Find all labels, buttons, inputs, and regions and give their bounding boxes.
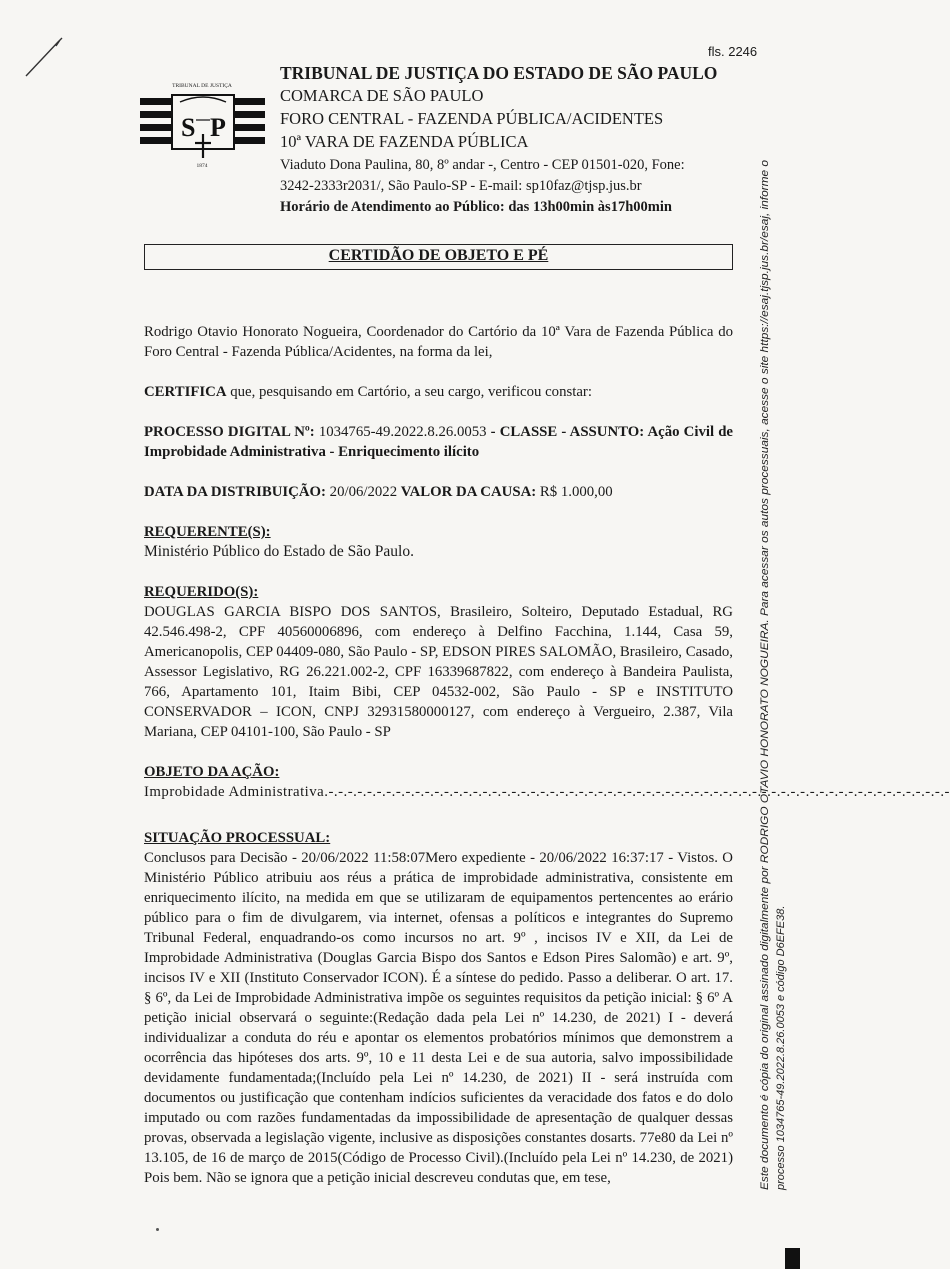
distribuicao-paragraph xyxy=(144,482,733,502)
distribuicao-date: 20/06/2022 xyxy=(325,484,401,500)
scan-speck xyxy=(156,1228,159,1231)
comarca: COMARCA DE SÃO PAULO xyxy=(280,86,484,105)
processo-label: PROCESSO DIGITAL Nº: xyxy=(144,424,315,440)
title-box xyxy=(144,244,733,270)
processo-paragraph xyxy=(144,422,733,462)
address-line-2: 3242-2333r2031/, São Paulo-SP - E-mail: sp10faz@tjsp.jus.br xyxy=(280,178,642,194)
requerido-text: DOUGLAS GARCIA BISPO DOS SANTOS, Brasileiro, Solteiro, Deputado Estadual, RG 42.546.498-2, CPF 40560006896, com endereço à Delfino Facchina, 1.144, Casa 59, Americanopolis, CEP 04409-080, São Paulo - SP, EDSON PIRES SALOMÃO, Brasileiro, Casado, Assessor Legislativo, RG 26.221.002-2, CPF 16339687822, com endereço à Bandeira Paulista, 766, Apartamento 101, Itaim Bibi, CEP 04532-002, São Paulo - SP e INSTITUTO CONSERVADOR – ICON, CNPJ 32931580000127, com endereço à Vergueiro, 2.387, Vila Mariana, CEP 04101-100, São Paulo - SP xyxy=(144,604,733,740)
logo-letter-s: S xyxy=(181,113,196,142)
page-reference: fls. 2246 xyxy=(708,44,758,59)
processo-number: 1034765-49.2022.8.26.0053 xyxy=(314,424,491,440)
certifica-label: CERTIFICA xyxy=(144,384,227,400)
side-note-line-2: processo 1034765-49.2022.8.26.0053 e código D6EFE38. xyxy=(775,905,787,1190)
distribuicao-label: DATA DA DISTRIBUIÇÃO: xyxy=(144,484,326,500)
processo-classe: - CLASSE - ASSUNTO: Ação Civil de Improbidade Administrativa - Enriquecimento ilícito xyxy=(144,424,733,460)
scan-corner-mark xyxy=(785,1248,800,1269)
digital-signature-note xyxy=(752,150,810,1200)
pen-mark xyxy=(18,32,68,82)
certifica-text: que, pesquisando em Cartório, a seu cargo, verificou constar: xyxy=(226,384,592,400)
valor-value: R$ 1.000,00 xyxy=(536,484,613,500)
foro: FORO CENTRAL - FAZENDA PÚBLICA/ACIDENTES xyxy=(280,109,664,128)
requerente-heading: REQUERENTE(S): xyxy=(144,524,271,540)
situacao-text: Conclusos para Decisão - 20/06/2022 11:58:07Mero expediente - 20/06/2022 16:37:17 - Vistos. O Ministério Público atribuiu aos réus a prática de improbidade administrativa, consistente em enriquecimento ilícito, na medida em que se utilizaram de equipamentos pertencentes ao erário público para o fim de divulgarem, via internet, ofensas a políticos e integrantes do Supremo Tribunal Federal, enquadrando-os como incursos no art. 9º , incisos IV e XII, da Lei de Improbidade Administrativa (Douglas Garcia Bispo dos Santos e Edson Pires Salomão) e art. 9º, incisos IV e XII (Instituto Conservador ICON). É a síntese do pedido. Passo a deliberar. O art. 17. § 6º, da Lei de Improbidade Administrativa impõe os seguintes requisitos da petição inicial: § 6º A petição inicial observará o seguinte:(Redação dada pela Lei nº 14.230, de 2021) I - deverá individualizar a conduta do réu e apontar os elementos probatórios mínimos que demonstrem a ocorrência das hipóteses dos arts. 9º, 10 e 11 desta Lei e de sua autoria, salvo impossibilidade devidamente fundamentada;(Incluído pela Lei nº 14.230, de 2021) II - será instruída com documentos ou justificação que contenham indícios suficientes da veracidade dos fatos e do dolo imputado ou com razões fundamentadas da impossibilidade de apresentação de qualquer dessas provas, observada a legislação vigente, inclusive as disposições constantes dosarts. 77e80 da Lei nº 13.105, de 16 de março de 2015(Código de Processo Civil).(Incluído pela Lei nº 14.230, de 2021) Pois bem. Não se ignora que a petição inicial descreveu condutas que, em tese, xyxy=(144,850,733,1186)
objeto-text: Improbidade Administrativa.-.-.-.-.-.-.-.-.-.-.-.-.-.-.-.-.-.-.-.-.-.-.-.-.-.-.-.-.-.-.-.-.-.-.-.-.-.-.-.-.-.-.-.-.-.-.-.-.-.-.-.-.-.-.-.-.-.-.-.-.-.-.-.-.- xyxy=(144,784,950,800)
court-logo xyxy=(140,78,265,170)
vara: 10ª VARA DE FAZENDA PÚBLICA xyxy=(280,132,529,151)
address-line-1: Viaduto Dona Paulina, 80, 8º andar -, Centro - CEP 01501-020, Fone: xyxy=(280,157,685,173)
requerente-text: Ministério Público do Estado de São Paulo. xyxy=(144,543,414,560)
logo-bottom-text: 1874 xyxy=(196,163,208,169)
court-name: TRIBUNAL DE JUSTIÇA DO ESTADO DE SÃO PAULO xyxy=(280,63,718,83)
document-title: CERTIDÃO DE OBJETO E PÉ xyxy=(328,247,549,264)
intro-paragraph: Rodrigo Otavio Honorato Nogueira, Coordenador do Cartório da 10ª Vara de Fazenda Pública do Foro Central - Fazenda Pública/Acidentes, na forma da lei, xyxy=(144,324,733,360)
document-header xyxy=(280,62,740,218)
certifica-paragraph xyxy=(144,382,733,402)
office-hours: Horário de Atendimento ao Público: das 13h00min às17h00min xyxy=(280,199,672,215)
objeto-heading: OBJETO DA AÇÃO: xyxy=(144,764,280,780)
logo-top-text: TRIBUNAL DE JUSTIÇA xyxy=(172,83,232,89)
side-note-line-1: Este documento é cópia do original assinado digitalmente por RODRIGO OTAVIO HONORATO NOGUEIRA. Para acessar os autos processuais, acesse o site https://esaj.tjsp.jus.br/esaj, informe o xyxy=(759,234,771,1190)
logo-letter-p: P xyxy=(210,113,226,142)
valor-label: VALOR DA CAUSA: xyxy=(400,484,537,500)
requerido-heading: REQUERIDO(S): xyxy=(144,584,259,600)
situacao-heading: SITUAÇÃO PROCESSUAL: xyxy=(144,830,331,846)
